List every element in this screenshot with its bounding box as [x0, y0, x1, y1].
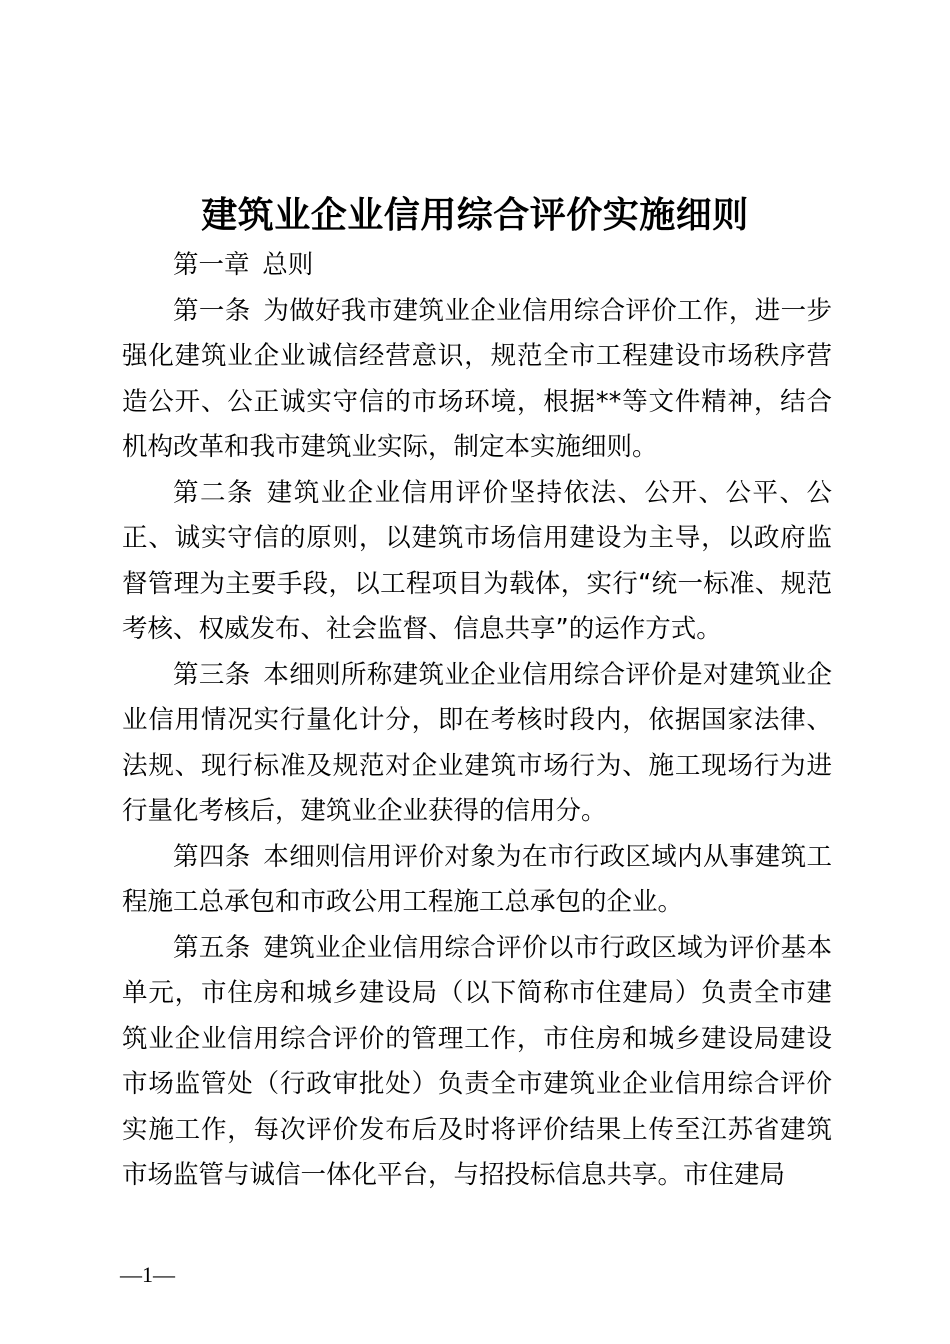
- article-text: 建筑业企业信用评价坚持依法、公开、公平、公正、诚实守信的原则，以建筑市场信用建设为主导，以政府监督管理为主要手段，以工程项目为载体，实行“统一标准、规范考核、权威发布、社会监督、信息共享”的运作方式。: [122, 477, 832, 644]
- article-paragraph: [122, 835, 832, 926]
- article-paragraph: [122, 471, 832, 653]
- article-paragraph: [122, 289, 832, 471]
- article-label: 第二条: [173, 477, 254, 508]
- article-paragraph: [122, 926, 832, 1199]
- article-label: 第五条: [173, 932, 251, 963]
- article-text: 本细则所称建筑业企业信用综合评价是对建筑业企业信用情况实行量化计分，即在考核时段内，依据国家法律、法规、现行标准及规范对企业建筑市场行为、施工现场行为进行量化考核后，建筑业企业获得的信用分。: [122, 659, 832, 826]
- article-label: 第一条: [173, 295, 251, 326]
- article-paragraph: [122, 653, 832, 835]
- chapter-label: 第一章: [173, 250, 250, 280]
- document-title: 建筑业企业信用综合评价实施细则: [201, 194, 749, 237]
- article-text: 为做好我市建筑业企业信用综合评价工作，进一步强化建筑业企业诚信经营意识，规范全市工程建设市场秩序营造公开、公正诚实守信的市场环境，根据**等文件精神，结合机构改革和我市建筑业实际，制定本实施细则。: [122, 295, 832, 462]
- article-text: 建筑业企业信用综合评价以市行政区域为评价基本单元，市住房和城乡建设局（以下简称市住建局）负责全市建筑业企业信用综合评价的管理工作，市住房和城乡建设局建设市场监管处（行政审批处）负责全市建筑业企业信用综合评价实施工作，每次评价发布后及时将评价结果上传至江苏省建筑市场监管与诚信一体化平台，与招投标信息共享。市住建局: [122, 932, 832, 1190]
- document-body: [122, 243, 832, 1199]
- chapter-title: 总则: [262, 250, 314, 280]
- article-label: 第三条: [173, 659, 251, 690]
- article-label: 第四条: [173, 841, 251, 872]
- chapter-heading: [122, 243, 832, 289]
- page-number: —1—: [120, 1262, 175, 1287]
- article-text: 本细则信用评价对象为在市行政区域内从事建筑工程施工总承包和市政公用工程施工总承包的企业。: [122, 841, 832, 917]
